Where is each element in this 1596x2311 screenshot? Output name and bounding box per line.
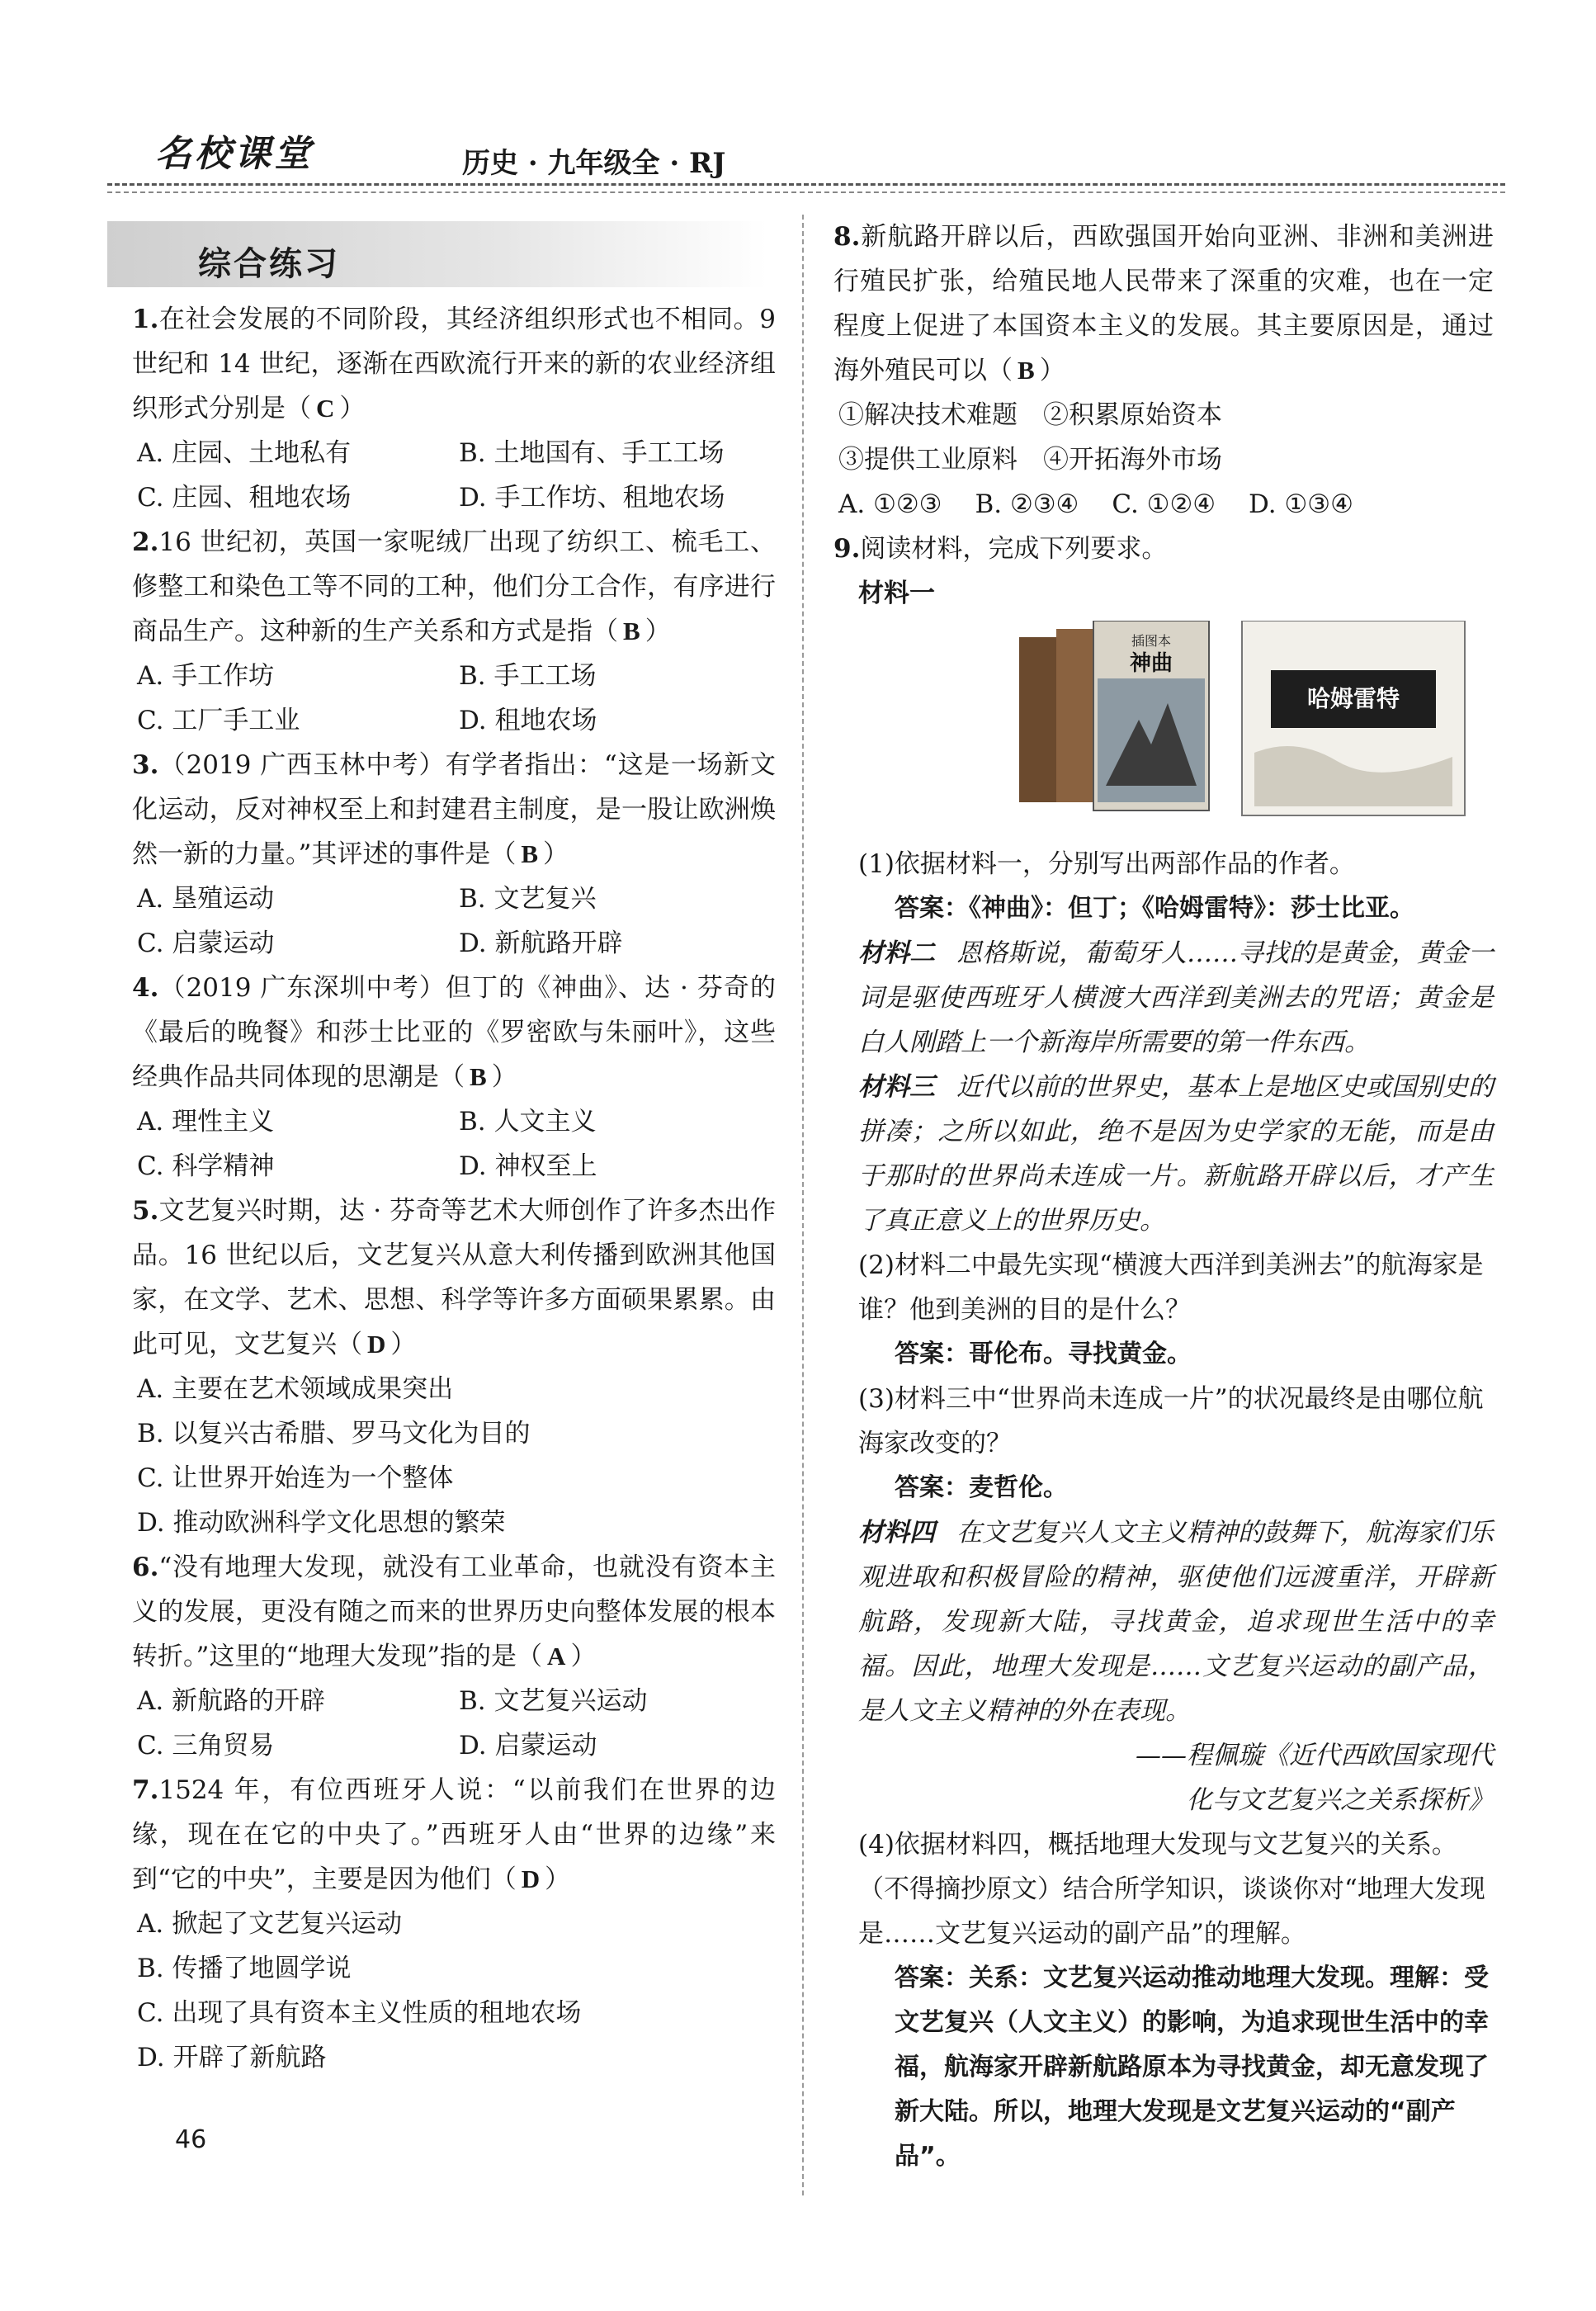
answer-2: 答案：哥伦布。寻找黄金。 — [895, 1340, 1192, 1368]
options — [833, 482, 1494, 527]
material-1-images — [999, 621, 1494, 835]
option-b: B. 传播了地圆学说 — [137, 1954, 352, 1983]
question-number: 9. — [833, 534, 861, 564]
question-3 — [132, 743, 776, 966]
option-c: C. 出现了具有资本主义性质的租地农场 — [137, 1998, 582, 2028]
option-b: B. 土地国有、手工工场 — [459, 438, 725, 468]
question-5 — [132, 1189, 776, 1545]
material-2-text: 恩格斯说，葡萄牙人……寻找的是黄金，黄金一词是驱使西班牙人横渡大西洋到美洲去的咒语；黄金是白人刚踏上一个新海岸所需要的第一件东西。 — [858, 938, 1494, 1057]
stem-close: ） — [570, 1642, 597, 1671]
material-3 — [833, 1065, 1494, 1243]
option-d: D. 神权至上 — [459, 1151, 597, 1181]
question-number: 8. — [833, 222, 861, 252]
option-c: C. ①②④ — [1112, 489, 1216, 519]
question-4 — [132, 966, 776, 1189]
right-column — [833, 215, 1494, 2179]
material-4-text: 在文艺复兴人文主义精神的鼓舞下，航海家们乐观进取和积极冒险的精神，驱使他们远渡重洋，开辟新航路，发现新大陆，寻找黄金，追求现世生活中的幸福。因此，地理大发现是……文艺复兴运动的副产品，是人文主义精神的外在表现。 — [858, 1518, 1494, 1726]
option-b: B. 手工工场 — [459, 661, 597, 691]
material-4-source: ——程佩璇《近代西欧国家现代 — [1136, 1741, 1494, 1770]
option-a: A. ①②③ — [838, 489, 942, 519]
question-stem: 16 世纪初，英国一家呢绒厂出现了纺织工、梳毛工、修整工和染色工等不同的工种，他们分工合作，有序进行商品生产。这种新的生产关系和方式是指（ — [132, 527, 776, 646]
question-number: 2. — [132, 527, 159, 557]
option-b: B. 人文主义 — [459, 1107, 597, 1137]
question-stem: 文艺复兴时期，达 · 芬奇等艺术大师创作了许多杰出作品。16 世纪以后，文艺复兴从意大利传播到欧洲其他国家，在文学、艺术、思想、科学等许多方面硕果累累。由此可见，文艺复兴（ — [132, 1196, 776, 1359]
option-a: A. 主要在艺术领域成果突出 — [137, 1374, 454, 1404]
question-number: 5. — [132, 1196, 159, 1226]
material-4 — [833, 1510, 1494, 1733]
header-divider — [107, 183, 1505, 186]
answer-key: A — [547, 1642, 566, 1671]
option-d: D. 手工作坊、租地农场 — [459, 483, 725, 513]
option-a: A. 掀起了文艺复兴运动 — [137, 1909, 403, 1939]
option-d: D. 推动欧洲科学文化思想的繁荣 — [137, 1508, 506, 1538]
question-1 — [132, 297, 776, 520]
answer-4: 答案：关系：文艺复兴运动推动地理大发现。理解：受文艺复兴（人文主义）的影响，为追求现世生活中的幸福，航海家开辟新航路原本为寻找黄金，却无意发现了新大陆。所以，地理大发现是文艺复兴运动的“副产品”。 — [895, 1964, 1489, 2171]
options — [132, 654, 776, 743]
options — [132, 877, 776, 966]
column-divider — [802, 215, 804, 2195]
option-a: A. 垦殖运动 — [137, 884, 275, 914]
answer-key: B — [521, 839, 539, 868]
option-d: D. ①③④ — [1249, 489, 1353, 519]
question-stem: 1524 年，有位西班牙人说：“以前我们在世界的边缘，现在在它的中央了。”西班牙人由“世界的边缘”来到“它的中央”，主要是因为他们（ — [132, 1775, 776, 1894]
stem-close: ） — [1039, 356, 1065, 385]
question-9 — [833, 527, 1494, 2179]
question-stem: 阅读材料，完成下列要求。 — [860, 534, 1168, 564]
question-6 — [132, 1545, 776, 1768]
material-4-source: 化与文艺复兴之关系探析》 — [1187, 1785, 1494, 1815]
option-a: A. 新航路的开辟 — [137, 1686, 326, 1716]
question-stem: “没有地理大发现，就没有工业革命，也就没有资本主义的发展，更没有随之而来的世界历史向整体发展的根本转折。”这里的“地理大发现”指的是（ — [132, 1552, 776, 1671]
statement-list — [833, 393, 1494, 482]
option-c: C. 科学精神 — [137, 1151, 275, 1181]
section-title: 综合练习 — [198, 245, 340, 283]
question-number: 3. — [132, 750, 159, 780]
stem-close: ） — [390, 1330, 417, 1359]
header-divider-secondary — [107, 191, 1505, 193]
options — [132, 1902, 776, 2080]
question-number: 1. — [132, 305, 159, 334]
sub-question-2: (2)材料二中最先实现“横渡大西洋到美洲去”的航海家是谁？他到美洲的目的是什么？ — [858, 1250, 1484, 1325]
material-1-label: 材料一 — [858, 579, 935, 608]
option-c: C. 让世界开始连为一个整体 — [137, 1463, 454, 1493]
option-b: B. 以复兴古希腊、罗马文化为目的 — [137, 1419, 531, 1449]
statement-line: ①解决技术难题 ②积累原始资本 — [838, 400, 1222, 430]
option-d: D. 启蒙运动 — [459, 1731, 597, 1760]
sub-question-1: (1)依据材料一，分别写出两部作品的作者。 — [858, 849, 1355, 879]
book-title: 神曲 — [1129, 651, 1173, 676]
stem-close: ） — [339, 394, 366, 423]
question-2 — [132, 520, 776, 743]
material-4-label: 材料四 — [858, 1518, 935, 1548]
question-7 — [132, 1768, 776, 2080]
material-3-label: 材料三 — [858, 1072, 935, 1102]
page-number: 46 — [175, 2125, 207, 2154]
answer-key: D — [521, 1864, 541, 1893]
options — [132, 1679, 776, 1768]
answer-3: 答案：麦哲伦。 — [895, 1473, 1068, 1502]
question-8 — [833, 215, 1494, 527]
answer-1: 答案：《神曲》：但丁；《哈姆雷特》：莎士比亚。 — [895, 894, 1414, 923]
material-2-label: 材料二 — [858, 938, 935, 968]
option-c: C. 启蒙运动 — [137, 929, 275, 958]
question-stem: （2019 广东深圳中考）但丁的《神曲》、达 · 芬奇的《最后的晚餐》和莎士比亚的《罗密欧与朱丽叶》，这些经典作品共同体现的思潮是（ — [132, 973, 776, 1092]
header-brand: 名校课堂 — [155, 133, 314, 175]
option-d: D. 租地农场 — [459, 706, 597, 735]
material-2 — [833, 931, 1494, 1065]
stem-close: ） — [545, 1864, 571, 1894]
option-c: C. 三角贸易 — [137, 1731, 275, 1760]
option-a: A. 手工作坊 — [137, 661, 275, 691]
option-d: D. 新航路开辟 — [459, 929, 623, 958]
material-3-text: 近代以前的世界史，基本上是地区史或国别史的拼凑；之所以如此，绝不是因为史学家的无能，而是由于那时的世界尚未连成一片。新航路开辟以后，才产生了真正意义上的世界历史。 — [858, 1072, 1494, 1236]
stem-close: ） — [645, 617, 671, 646]
book-series-label: 插图本 — [1131, 633, 1172, 649]
options — [132, 1099, 776, 1189]
option-c: C. 工厂手工业 — [137, 706, 300, 735]
option-c: C. 庄园、租地农场 — [137, 483, 352, 513]
left-column — [132, 297, 776, 2080]
question-number: 4. — [132, 973, 159, 1003]
answer-key: B — [470, 1062, 487, 1091]
option-a: A. 理性主义 — [137, 1107, 275, 1137]
question-stem: （2019 广西玉林中考）有学者指出：“这是一场新文化运动，反对神权至上和封建君主制度，是一股让欧洲焕然一新的力量。”其评述的事件是（ — [132, 750, 776, 869]
hamlet-book-image — [1238, 621, 1469, 819]
sub-question-3: (3)材料三中“世界尚未连成一片”的状况最终是由哪位航海家改变的？ — [858, 1384, 1484, 1458]
option-a: A. 庄园、土地私有 — [137, 438, 352, 468]
option-d: D. 开辟了新航路 — [137, 2043, 327, 2072]
book-title: 哈姆雷特 — [1306, 685, 1400, 712]
option-b: B. ②③④ — [975, 489, 1079, 519]
answer-key: B — [623, 617, 640, 645]
question-number: 7. — [132, 1775, 159, 1805]
options — [132, 431, 776, 520]
answer-key: B — [1018, 356, 1035, 385]
question-stem: 新航路开辟以后，西欧强国开始向亚洲、非洲和美洲进行殖民扩张，给殖民地人民带来了深重的灾难，也在一定程度上促进了本国资本主义的发展。其主要原因是，通过海外殖民可以（ — [833, 222, 1494, 385]
stem-close: ） — [491, 1062, 517, 1092]
options — [132, 1367, 776, 1545]
option-b: B. 文艺复兴 — [459, 884, 597, 914]
question-number: 6. — [132, 1552, 159, 1582]
header-subject: 历史 · 九年级全 · RJ — [462, 147, 726, 180]
answer-key: C — [316, 394, 335, 423]
question-stem: 在社会发展的不同阶段，其经济组织形式也不相同。9 世纪和 14 世纪，逐渐在西欧流行开来的新的农业经济组织形式分别是（ — [132, 305, 776, 423]
sub-question-4: (4)依据材料四，概括地理大发现与文艺复兴的关系。（不得摘抄原文）结合所学知识，谈谈你对“地理大发现是……文艺复兴运动的副产品”的理解。 — [858, 1830, 1485, 1949]
answer-key: D — [367, 1330, 386, 1359]
divine-comedy-book-image — [1015, 621, 1213, 819]
stem-close: ） — [543, 839, 569, 869]
option-b: B. 文艺复兴运动 — [459, 1686, 648, 1716]
statement-line: ③提供工业原料 ④开拓海外市场 — [838, 445, 1222, 475]
